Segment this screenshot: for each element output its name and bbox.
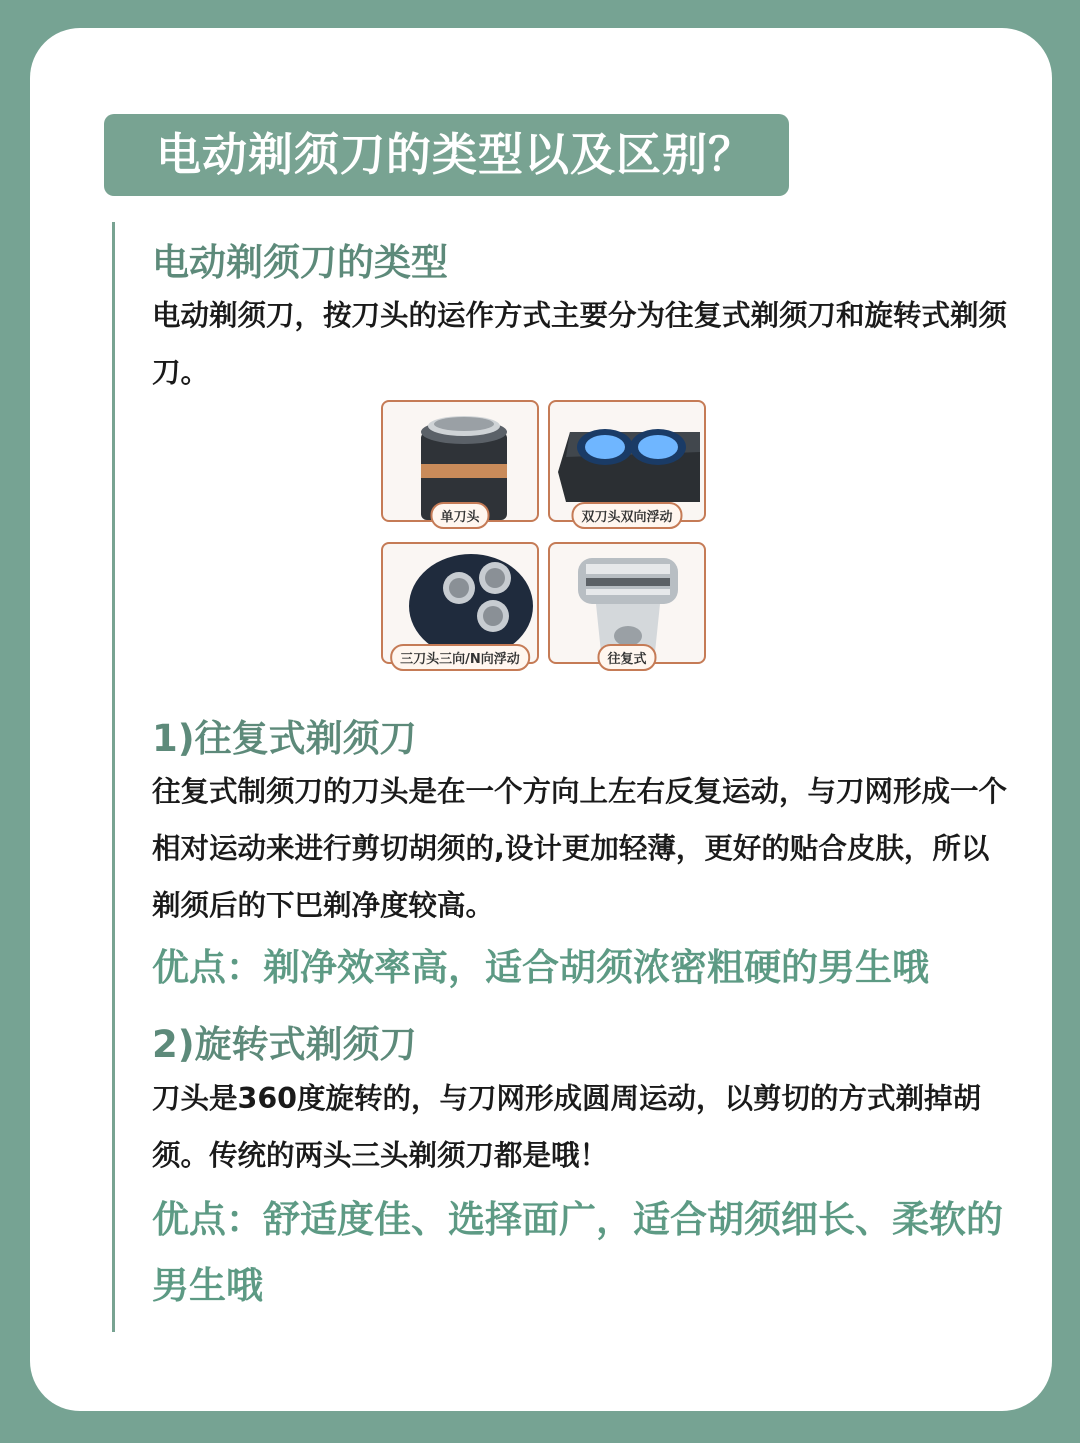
types-heading: 电动剃须刀的类型: [152, 241, 448, 284]
reciprocating-advantage: 优点：剃净效率高，适合胡须浓密粗硬的男生哦: [152, 946, 929, 989]
tile-label: 双刀头双向浮动: [571, 502, 682, 529]
rotary-heading: 2)旋转式剃须刀: [152, 1023, 417, 1066]
rotary-body: 刀头是360度旋转的，与刀网形成圆周运动，以剪切的方式剃掉胡须。传统的两头三头剃须刀都是哦！: [152, 1082, 981, 1172]
section-divider-line: [112, 222, 115, 1332]
tile-triple-head: [381, 542, 539, 667]
rotary-advantage: 优点：舒适度佳、选择面广，适合胡须细长、柔软的男生哦: [152, 1198, 1003, 1307]
tile-single-head: [381, 400, 539, 525]
tile-reciprocating: [548, 542, 706, 667]
page-title: 电动剃须刀的类型以及区别？: [104, 114, 789, 196]
tile-double-head: [548, 400, 706, 525]
types-intro: 电动剃须刀，按刀头的运作方式主要分为往复式剃须刀和旋转式剃须刀。: [152, 299, 1008, 389]
tile-label: 往复式: [597, 644, 656, 671]
reciprocating-body: 往复式制须刀的刀头是在一个方向上左右反复运动，与刀网形成一个相对运动来进行剪切胡须的,设计更加轻薄，更好的贴合皮肤，所以剃须后的下巴剃净度较高。: [152, 775, 1008, 922]
reciprocating-heading: 1)往复式剃须刀: [152, 717, 417, 760]
tile-label: 三刀头三向/N向浮动: [390, 644, 530, 671]
tile-label: 单刀头: [430, 502, 489, 529]
